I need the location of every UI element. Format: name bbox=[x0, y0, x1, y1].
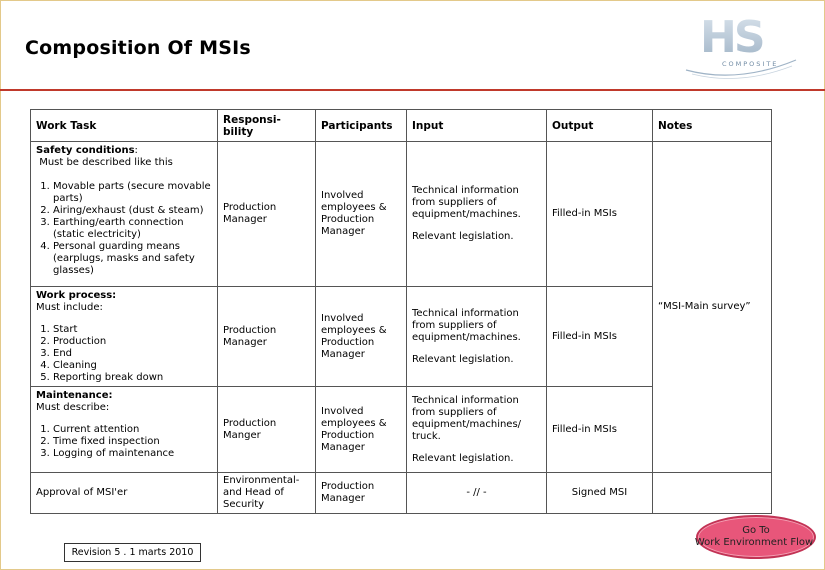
task-item: 3. Logging of maintenance bbox=[53, 448, 212, 460]
header-output: Output bbox=[547, 110, 653, 142]
input-line2: Relevant legislation. bbox=[412, 452, 514, 464]
output-cell: Filled-in MSIs bbox=[547, 142, 653, 287]
output-cell: Filled-in MSIs bbox=[547, 387, 653, 473]
msi-composition-table bbox=[30, 109, 772, 514]
table-row bbox=[31, 142, 772, 287]
header-responsibility bbox=[218, 110, 316, 142]
table-row bbox=[31, 473, 772, 514]
task-item: 3. End bbox=[53, 348, 212, 360]
task-item: 4. Cleaning bbox=[53, 360, 212, 372]
task-heading: Work process: bbox=[36, 290, 117, 301]
task-heading: Safety conditions bbox=[36, 145, 135, 156]
notes-cell: “MSI-Main survey” bbox=[653, 142, 772, 473]
responsibility-cell: Production Manager bbox=[218, 287, 316, 387]
input-line1: Technical information from suppliers of equipment/machines. bbox=[412, 185, 521, 220]
participants-cell: Production Manager bbox=[316, 473, 407, 514]
notes-empty-cell bbox=[653, 473, 772, 514]
input-cell: - // - bbox=[407, 473, 547, 514]
task-item: 3. Earthing/earth connection (static electricity) bbox=[53, 217, 212, 241]
header-input: Input bbox=[407, 110, 547, 142]
task-heading-suffix: : bbox=[134, 145, 138, 156]
participants-cell: Involved employees & Production Manager bbox=[316, 287, 407, 387]
task-item: 2. Time fixed inspection bbox=[53, 436, 212, 448]
work-task-cell bbox=[31, 142, 218, 287]
input-cell bbox=[407, 287, 547, 387]
input-cell bbox=[407, 387, 547, 473]
task-item: 5. Reporting break down bbox=[53, 372, 212, 384]
work-task-cell bbox=[31, 287, 218, 387]
input-line2: Relevant legislation. bbox=[412, 353, 514, 365]
participants-cell: Involved employees & Production Manager bbox=[316, 142, 407, 287]
header-responsibility-line1: Responsi- bbox=[223, 113, 281, 126]
task-item: 1. Start bbox=[53, 324, 212, 336]
responsibility-cell: Production Manager bbox=[218, 142, 316, 287]
svg-text:COMPOSITE: COMPOSITE bbox=[722, 60, 779, 68]
participants-cell: Involved employees & Production Manager bbox=[316, 387, 407, 473]
title-divider bbox=[0, 89, 825, 91]
task-item: 2. Production bbox=[53, 336, 212, 348]
input-line1: Technical information from suppliers of equipment/machines/ truck. bbox=[412, 394, 522, 442]
header-responsibility-line2: bility bbox=[223, 125, 254, 138]
svg-text:HS: HS bbox=[700, 12, 763, 63]
input-line1: Technical information from suppliers of equipment/machines. bbox=[412, 307, 521, 343]
responsibility-cell: Production Manger bbox=[218, 387, 316, 473]
table-header-row bbox=[31, 110, 772, 142]
task-item: 2. Airing/exhaust (dust & steam) bbox=[53, 205, 212, 217]
input-line2: Relevant legislation. bbox=[412, 231, 514, 242]
responsibility-cell: Environmental- and Head of Security bbox=[218, 473, 316, 514]
task-item: 1. Current attention bbox=[53, 424, 212, 436]
page-title: Composition Of MSIs bbox=[25, 37, 251, 59]
output-cell: Signed MSI bbox=[547, 473, 653, 514]
work-task-cell: Approval of MSI'er bbox=[31, 473, 218, 514]
header-notes: Notes bbox=[653, 110, 772, 142]
task-item: 4. Personal guarding means (earplugs, masks and safety glasses) bbox=[53, 241, 212, 277]
header-work-task: Work Task bbox=[31, 110, 218, 142]
revision-label: Revision 5 . 1 marts 2010 bbox=[64, 543, 201, 562]
task-sub: Must describe: bbox=[36, 402, 110, 413]
go-to-button-line2: Work Environment Flow bbox=[694, 537, 814, 548]
go-to-work-environment-flow-button[interactable] bbox=[696, 515, 816, 559]
output-cell: Filled-in MSIs bbox=[547, 287, 653, 387]
task-heading: Maintenance: bbox=[36, 390, 113, 401]
input-cell bbox=[407, 142, 547, 287]
header-participants: Participants bbox=[316, 110, 407, 142]
hs-composite-logo bbox=[678, 10, 803, 82]
task-sub: Must be described like this bbox=[39, 157, 173, 168]
work-task-cell bbox=[31, 387, 218, 473]
task-sub: Must include: bbox=[36, 302, 103, 313]
task-item: 1. Movable parts (secure movable parts) bbox=[53, 181, 212, 205]
go-to-button-line1: Go To bbox=[742, 525, 770, 536]
